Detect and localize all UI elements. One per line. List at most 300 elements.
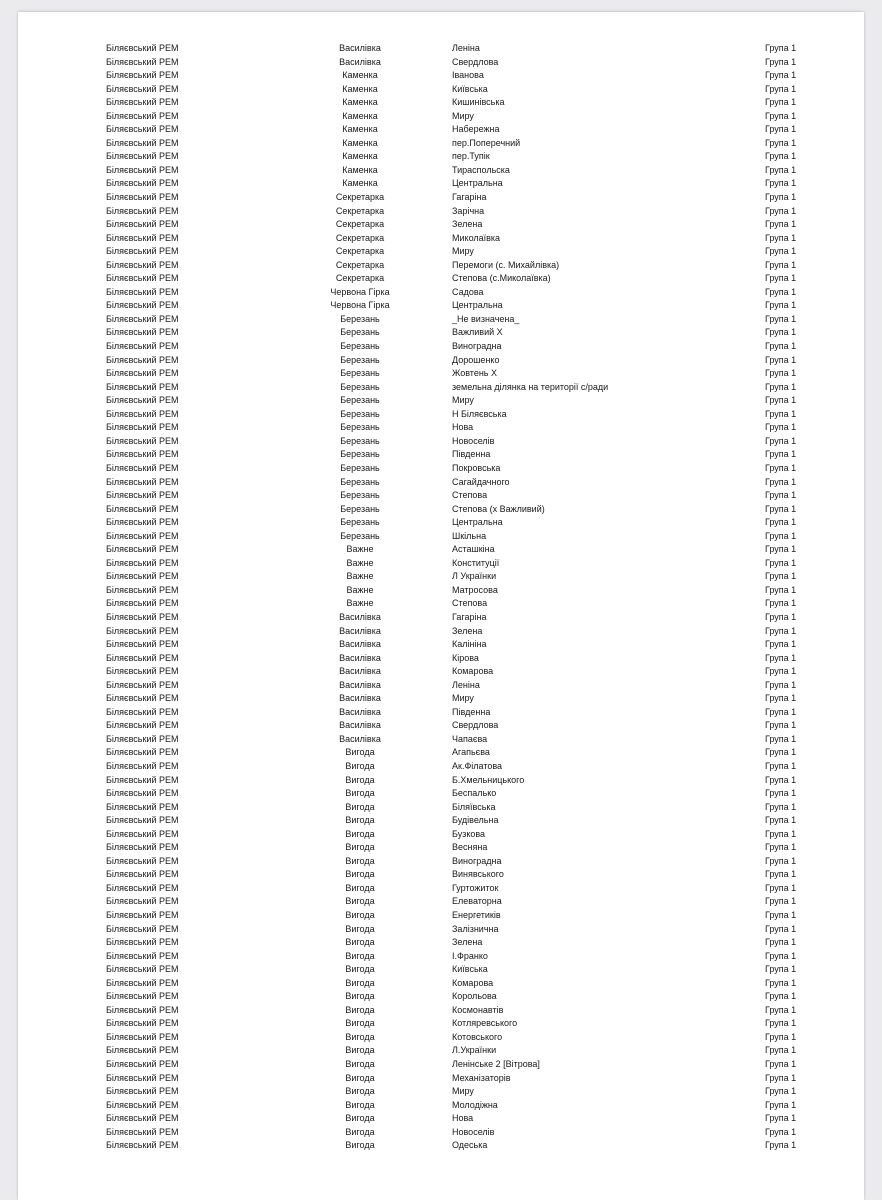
village-cell: Секретарка <box>335 192 385 203</box>
group-cell: Група 1 <box>765 733 797 744</box>
village-cell: Березань <box>340 313 380 324</box>
rem-cell: Біляєвський РЕМ <box>106 679 179 690</box>
street-cell: Миру <box>452 110 474 121</box>
table-row <box>18 530 864 544</box>
rem-cell: Біляєвський РЕМ <box>106 937 179 948</box>
table-row <box>18 367 864 381</box>
street-cell: Нова <box>452 1113 474 1124</box>
village-cell: Березань <box>340 408 380 419</box>
table-row <box>18 1085 864 1099</box>
street-cell: Б.Хмельницького <box>452 774 525 785</box>
street-cell: Південна <box>452 706 491 717</box>
rem-cell: Біляєвський РЕМ <box>106 706 179 717</box>
group-cell: Група 1 <box>765 137 797 148</box>
rem-cell: Біляєвський РЕМ <box>106 110 179 121</box>
group-cell: Група 1 <box>765 490 797 501</box>
street-cell: Зелена <box>452 625 483 636</box>
village-cell: Вигода <box>345 1045 375 1056</box>
rem-cell: Біляєвський РЕМ <box>106 571 179 582</box>
table-row <box>18 421 864 435</box>
street-cell: Гуртожиток <box>452 882 499 893</box>
group-cell: Група 1 <box>765 842 797 853</box>
village-cell: Вигода <box>345 910 375 920</box>
table-row <box>18 56 864 70</box>
street-cell: Леніна <box>452 43 480 53</box>
group-cell: Група 1 <box>765 611 797 622</box>
street-cell: Конституції <box>452 557 500 568</box>
table-row <box>18 868 864 882</box>
group-cell: Група 1 <box>765 977 797 988</box>
street-cell: Київська <box>452 964 488 975</box>
rem-cell: Біляєвський РЕМ <box>106 1004 179 1015</box>
village-cell: Березань <box>340 422 380 433</box>
group-cell: Група 1 <box>765 354 797 365</box>
village-cell: Вигода <box>345 1004 375 1015</box>
table-row <box>18 313 864 327</box>
rem-cell: Біляєвський РЕМ <box>106 503 179 514</box>
rem-cell: Біляєвський РЕМ <box>106 693 179 704</box>
village-cell: Василівка <box>339 639 381 650</box>
rem-cell: Біляєвський РЕМ <box>106 354 179 365</box>
village-cell: Вигода <box>345 747 375 758</box>
street-cell: Південна <box>452 449 491 460</box>
village-cell: Василівка <box>339 679 381 690</box>
street-cell: Миру <box>452 1086 474 1097</box>
village-cell: Василівка <box>339 611 381 622</box>
village-cell: Василівка <box>339 720 381 731</box>
rem-cell: Біляєвський РЕМ <box>106 327 179 338</box>
table-row <box>18 286 864 300</box>
rem-cell: Біляєвський РЕМ <box>106 137 179 148</box>
group-cell: Група 1 <box>765 706 797 717</box>
group-cell: Група 1 <box>765 151 797 162</box>
street-cell: Свердлова <box>452 56 499 67</box>
group-cell: Група 1 <box>765 97 797 108</box>
rem-cell: Біляєвський РЕМ <box>106 923 179 934</box>
table-row <box>18 326 864 340</box>
group-cell: Група 1 <box>765 571 797 582</box>
group-cell: Група 1 <box>765 964 797 975</box>
table-row <box>18 963 864 977</box>
table-row <box>18 96 864 110</box>
group-cell: Група 1 <box>765 1072 797 1083</box>
rem-cell: Біляєвський РЕМ <box>106 1031 179 1042</box>
rem-cell: Біляєвський РЕМ <box>106 666 179 677</box>
village-cell: Секретарка <box>335 205 385 216</box>
rem-cell: Біляєвський РЕМ <box>106 611 179 622</box>
village-cell: Каменка <box>342 110 378 121</box>
table-row <box>18 841 864 855</box>
street-cell: Кірова <box>452 652 479 663</box>
street-cell: Весняна <box>452 842 488 853</box>
rem-cell: Біляєвський РЕМ <box>106 964 179 975</box>
rem-cell: Біляєвський РЕМ <box>106 815 179 826</box>
street-cell: Перемоги (с. Михайлівка) <box>452 259 560 270</box>
rem-cell: Біляєвський РЕМ <box>106 1113 179 1124</box>
table-row <box>18 462 864 476</box>
street-cell: Зелена <box>452 937 483 948</box>
village-cell: Вигода <box>345 1059 375 1070</box>
street-cell: Зарічна <box>452 205 485 216</box>
group-cell: Група 1 <box>765 1126 797 1137</box>
group-cell: Група 1 <box>765 652 797 663</box>
group-cell: Група 1 <box>765 923 797 934</box>
group-cell: Група 1 <box>765 1140 797 1151</box>
table-row <box>18 232 864 246</box>
village-cell: Вигода <box>345 1031 375 1042</box>
village-cell: Секретарка <box>335 246 385 257</box>
village-cell: Важне <box>346 598 374 609</box>
table-row <box>18 503 864 517</box>
table-row <box>18 679 864 693</box>
group-cell: Група 1 <box>765 625 797 636</box>
table-row <box>18 652 864 666</box>
table-row <box>18 692 864 706</box>
table-row <box>18 1044 864 1058</box>
village-cell: Секретарка <box>335 273 385 284</box>
village-cell: Василівка <box>339 652 381 663</box>
table-row <box>18 123 864 137</box>
group-cell: Група 1 <box>765 83 797 94</box>
group-cell: Група 1 <box>765 1031 797 1042</box>
village-cell: Березань <box>340 368 380 379</box>
table-row <box>18 719 864 733</box>
group-cell: Група 1 <box>765 43 797 53</box>
village-cell: Секретарка <box>335 232 385 243</box>
street-cell: Чапаєва <box>452 733 488 744</box>
table-row <box>18 814 864 828</box>
table-row <box>18 774 864 788</box>
table-row <box>18 191 864 205</box>
table-row <box>18 543 864 557</box>
group-cell: Група 1 <box>765 286 797 297</box>
street-cell: Набережна <box>452 124 500 135</box>
street-cell: Винявського <box>452 869 504 880</box>
village-cell: Вигода <box>345 760 375 771</box>
group-cell: Група 1 <box>765 544 797 555</box>
table-row <box>18 150 864 164</box>
rem-cell: Біляєвський РЕМ <box>106 219 179 230</box>
street-cell: Елеваторна <box>452 896 502 907</box>
rem-cell: Біляєвський РЕМ <box>106 408 179 419</box>
village-cell: Березань <box>340 462 380 473</box>
street-cell: Степова <box>452 598 488 609</box>
street-cell: Центральна <box>452 300 503 311</box>
group-cell: Група 1 <box>765 679 797 690</box>
village-cell: Вигода <box>345 1018 375 1029</box>
street-cell: Корольова <box>452 991 497 1002</box>
table-row <box>18 1072 864 1086</box>
table-row <box>18 638 864 652</box>
table-row <box>18 990 864 1004</box>
village-cell: Березань <box>340 517 380 528</box>
rem-cell: Біляєвський РЕМ <box>106 205 179 216</box>
table-row <box>18 1058 864 1072</box>
village-cell: Вигода <box>345 1099 375 1110</box>
rem-cell: Біляєвський РЕМ <box>106 747 179 758</box>
village-cell: Вигода <box>345 815 375 826</box>
rem-cell: Біляєвський РЕМ <box>106 286 179 297</box>
group-cell: Група 1 <box>765 408 797 419</box>
rem-cell: Біляєвський РЕМ <box>106 1140 179 1151</box>
rem-cell: Біляєвський РЕМ <box>106 164 179 175</box>
village-cell: Вигода <box>345 896 375 907</box>
table-row <box>18 1126 864 1140</box>
street-cell: Степова <box>452 490 488 501</box>
group-cell: Група 1 <box>765 557 797 568</box>
street-cell: Іванова <box>452 70 484 81</box>
village-cell: Березань <box>340 381 380 392</box>
table-row <box>18 177 864 191</box>
street-cell: Комарова <box>452 666 494 677</box>
village-cell: Вигода <box>345 1140 375 1151</box>
rem-cell: Біляєвський РЕМ <box>106 83 179 94</box>
village-cell: Вигода <box>345 1113 375 1124</box>
table-row <box>18 272 864 286</box>
group-cell: Група 1 <box>765 246 797 257</box>
rem-cell: Біляєвський РЕМ <box>106 788 179 799</box>
table-row <box>18 828 864 842</box>
group-cell: Група 1 <box>765 476 797 487</box>
group-cell: Група 1 <box>765 815 797 826</box>
street-cell: Степова (х Важливий) <box>452 503 545 514</box>
rem-cell: Біляєвський РЕМ <box>106 869 179 880</box>
table-row <box>18 408 864 422</box>
rem-cell: Біляєвський РЕМ <box>106 801 179 812</box>
street-cell: Шкільна <box>452 530 487 541</box>
street-cell: Л.Українки <box>452 1045 497 1056</box>
group-cell: Група 1 <box>765 788 797 799</box>
rem-cell: Біляєвський РЕМ <box>106 720 179 731</box>
rem-cell: Біляєвський РЕМ <box>106 56 179 67</box>
document-page <box>18 12 864 1200</box>
street-cell: Н Біляєвська <box>452 408 507 419</box>
village-cell: Вигода <box>345 801 375 812</box>
rem-cell: Біляєвський РЕМ <box>106 192 179 203</box>
rem-cell: Біляєвський РЕМ <box>106 530 179 541</box>
rem-cell: Біляєвський РЕМ <box>106 652 179 663</box>
group-cell: Група 1 <box>765 530 797 541</box>
group-cell: Група 1 <box>765 395 797 406</box>
table-row <box>18 110 864 124</box>
street-cell: Біляївська <box>452 801 496 812</box>
street-cell: Степова (с.Миколаївка) <box>452 273 551 284</box>
rem-cell: Біляєвський РЕМ <box>106 381 179 392</box>
group-cell: Група 1 <box>765 435 797 446</box>
village-cell: Вигода <box>345 869 375 880</box>
rem-cell: Біляєвський РЕМ <box>106 341 179 352</box>
street-cell: Космонавтів <box>452 1004 504 1015</box>
group-cell: Група 1 <box>765 1086 797 1097</box>
street-cell: Бузкова <box>452 828 486 839</box>
group-cell: Група 1 <box>765 693 797 704</box>
rem-cell: Біляєвський РЕМ <box>106 557 179 568</box>
group-cell: Група 1 <box>765 760 797 771</box>
group-cell: Група 1 <box>765 205 797 216</box>
village-cell: Березань <box>340 476 380 487</box>
group-cell: Група 1 <box>765 950 797 961</box>
group-cell: Група 1 <box>765 219 797 230</box>
village-cell: Червона Гірка <box>330 286 390 297</box>
rem-cell: Біляєвський РЕМ <box>106 368 179 379</box>
village-cell: Березань <box>340 354 380 365</box>
street-cell: Садова <box>452 286 484 297</box>
street-cell: Котовського <box>452 1031 503 1042</box>
table-row <box>18 205 864 219</box>
street-cell: Гагаріна <box>452 611 487 622</box>
rem-cell: Біляєвський РЕМ <box>106 639 179 650</box>
village-cell: Березань <box>340 327 380 338</box>
street-cell: Свердлова <box>452 720 499 731</box>
group-cell: Група 1 <box>765 910 797 920</box>
table-row <box>18 557 864 571</box>
rem-cell: Біляєвський РЕМ <box>106 977 179 988</box>
rem-cell: Біляєвський РЕМ <box>106 855 179 866</box>
group-cell: Група 1 <box>765 503 797 514</box>
table-row <box>18 83 864 97</box>
table-row <box>18 69 864 83</box>
rem-cell: Біляєвський РЕМ <box>106 273 179 284</box>
group-cell: Група 1 <box>765 517 797 528</box>
table-row <box>18 597 864 611</box>
rem-cell: Біляєвський РЕМ <box>106 842 179 853</box>
rem-cell: Біляєвський РЕМ <box>106 1018 179 1029</box>
street-cell: Комарова <box>452 977 494 988</box>
group-cell: Група 1 <box>765 273 797 284</box>
street-cell: Новоселів <box>452 435 495 446</box>
rem-cell: Біляєвський РЕМ <box>106 544 179 555</box>
group-cell: Група 1 <box>765 584 797 595</box>
village-cell: Вигода <box>345 977 375 988</box>
table-row <box>18 1004 864 1018</box>
rem-cell: Біляєвський РЕМ <box>106 178 179 189</box>
group-cell: Група 1 <box>765 937 797 948</box>
group-cell: Група 1 <box>765 313 797 324</box>
street-cell: Котляревського <box>452 1018 518 1029</box>
group-cell: Група 1 <box>765 828 797 839</box>
street-cell: Асташкіна <box>452 544 495 555</box>
rem-cell: Біляєвський РЕМ <box>106 43 179 53</box>
table-row <box>18 42 864 56</box>
group-cell: Група 1 <box>765 1045 797 1056</box>
table-row <box>18 625 864 639</box>
rem-cell: Біляєвський РЕМ <box>106 517 179 528</box>
table-row <box>18 787 864 801</box>
group-cell: Група 1 <box>765 882 797 893</box>
village-cell: Василівка <box>339 666 381 677</box>
village-cell: Вигода <box>345 950 375 961</box>
village-cell: Вигода <box>345 855 375 866</box>
table-row <box>18 218 864 232</box>
rem-cell: Біляєвський РЕМ <box>106 97 179 108</box>
street-cell: Дорошенко <box>452 354 500 365</box>
table-row <box>18 340 864 354</box>
table-row <box>18 1139 864 1153</box>
village-cell: Василівка <box>339 625 381 636</box>
street-cell: Центральна <box>452 517 503 528</box>
village-cell: Каменка <box>342 151 378 162</box>
rem-cell: Біляєвський РЕМ <box>106 991 179 1002</box>
group-cell: Група 1 <box>765 896 797 907</box>
street-cell: Матросова <box>452 584 498 595</box>
rem-cell: Біляєвський РЕМ <box>106 1072 179 1083</box>
group-cell: Група 1 <box>765 178 797 189</box>
street-cell: Покровська <box>452 462 501 473</box>
street-cell: Центральна <box>452 178 503 189</box>
rem-cell: Біляєвський РЕМ <box>106 774 179 785</box>
street-cell: Миру <box>452 395 474 406</box>
street-cell: Сагайдачного <box>452 476 510 487</box>
street-cell: Агапьєва <box>452 747 490 758</box>
village-cell: Березань <box>340 395 380 406</box>
group-cell: Група 1 <box>765 56 797 67</box>
group-cell: Група 1 <box>765 747 797 758</box>
street-cell: Одеська <box>452 1140 488 1151</box>
table-row <box>18 1017 864 1031</box>
street-cell: Л Українки <box>452 571 497 582</box>
table-row <box>18 882 864 896</box>
group-cell: Група 1 <box>765 110 797 121</box>
village-cell: Каменка <box>342 178 378 189</box>
group-cell: Група 1 <box>765 259 797 270</box>
rem-cell: Біляєвський РЕМ <box>106 1086 179 1097</box>
group-cell: Група 1 <box>765 855 797 866</box>
street-cell: пер.Тупік <box>452 151 490 162</box>
table-row <box>18 733 864 747</box>
table-row <box>18 1031 864 1045</box>
group-cell: Група 1 <box>765 449 797 460</box>
street-cell: Жовтень Х <box>452 368 497 379</box>
outage-schedule-table <box>18 42 864 1153</box>
table-row <box>18 381 864 395</box>
village-cell: Каменка <box>342 97 378 108</box>
group-cell: Група 1 <box>765 462 797 473</box>
table-row <box>18 665 864 679</box>
group-cell: Група 1 <box>765 801 797 812</box>
street-cell: Виноградна <box>452 855 502 866</box>
table-row <box>18 760 864 774</box>
rem-cell: Біляєвський РЕМ <box>106 70 179 81</box>
village-cell: Каменка <box>342 70 378 81</box>
rem-cell: Біляєвський РЕМ <box>106 232 179 243</box>
table-row <box>18 516 864 530</box>
table-row <box>18 611 864 625</box>
street-cell: Київська <box>452 83 488 94</box>
table-row <box>18 245 864 259</box>
group-cell: Група 1 <box>765 869 797 880</box>
village-cell: Важне <box>346 544 374 555</box>
village-cell: Вигода <box>345 1072 375 1083</box>
group-cell: Група 1 <box>765 70 797 81</box>
street-cell: І.Франко <box>452 950 488 961</box>
group-cell: Група 1 <box>765 232 797 243</box>
table-row <box>18 801 864 815</box>
group-cell: Група 1 <box>765 341 797 352</box>
rem-cell: Біляєвський РЕМ <box>106 1126 179 1137</box>
village-cell: Вигода <box>345 1126 375 1137</box>
village-cell: Березань <box>340 449 380 460</box>
group-cell: Група 1 <box>765 1004 797 1015</box>
village-cell: Березань <box>340 530 380 541</box>
table-row <box>18 895 864 909</box>
rem-cell: Біляєвський РЕМ <box>106 896 179 907</box>
village-cell: Березань <box>340 341 380 352</box>
table-row <box>18 476 864 490</box>
rem-cell: Біляєвський РЕМ <box>106 313 179 324</box>
street-cell: Гагаріна <box>452 192 487 203</box>
village-cell: Василівка <box>339 693 381 704</box>
village-cell: Василівка <box>339 733 381 744</box>
